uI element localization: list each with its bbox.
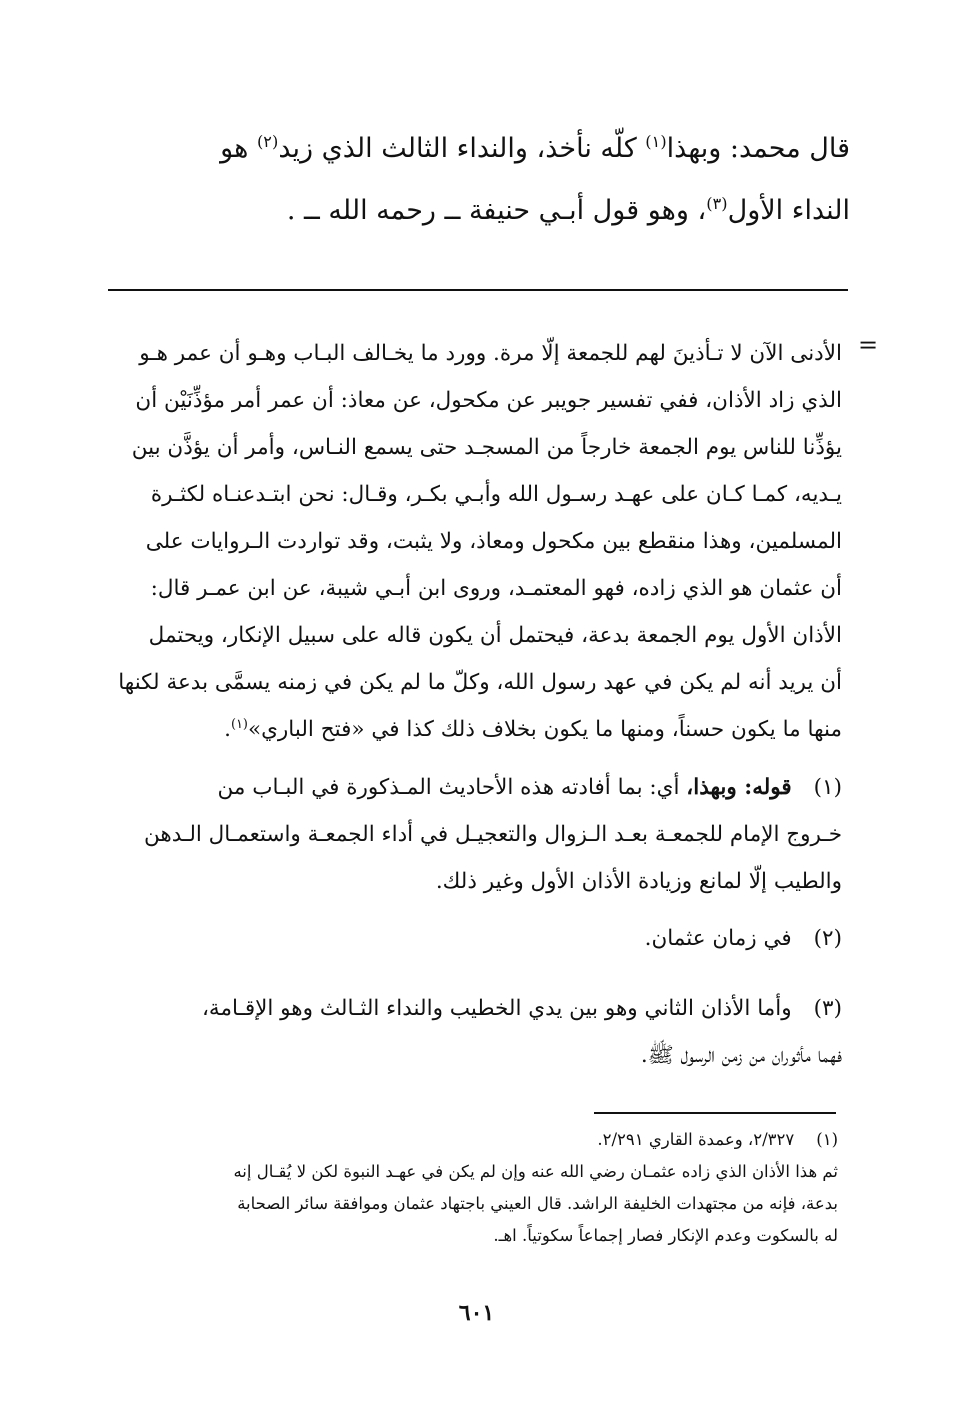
commentary-line: الأذان الأول يوم الجمعة بدعة، فيحتمل أن يكون قاله على سبيل الإنكار، ويحتمل: [148, 623, 842, 648]
note-2: [100, 915, 842, 962]
footnote-line-1: [110, 1124, 838, 1156]
commentary-line: المسلمين، وهذا منقطع بين مكحول ومعاذ، ولا يثبت، وقد تواردت الـروايات على: [145, 529, 842, 554]
footnote: [110, 1124, 838, 1252]
main-line-1-b: كلّه نأخذ، والنداء الثالث الذي زيد: [278, 133, 646, 164]
main-line-2: [105, 180, 850, 242]
page-number: ٦٠١: [458, 1300, 495, 1326]
note-3-text: وأما الأذان الثاني وهو بين يدي الخطيب والنداء الثـالث وهو الإقـامة،: [201, 996, 792, 1021]
commentary-line: الأدنى الآن لا تـأذينَ لهم للجمعة إلّا مرة. وورد ما يخـالف البـاب وهـو أن عمر هـو: [139, 341, 842, 366]
note-3-line-1: [100, 985, 842, 1032]
note-1-line-3: والطيب إلّا لمانع وزيادة الأذان الأول وغير ذلك.: [435, 869, 842, 894]
note-3-line-2: فهما مأثوران من زمن الرسول ﷺ.: [640, 1043, 842, 1068]
main-text: [105, 118, 850, 242]
commentary: [100, 330, 842, 753]
commentary-line-9-a: منها ما يكون حسناً، ومنها ما يكون بخلاف ذلك كذا في «فتح الباري»: [247, 717, 842, 742]
main-line-1-a: قال محمد: وبهذا: [666, 133, 850, 164]
commentary-line: أن يريد أنه لم يكن في عهد رسول الله، وكلّ ما لم يكن في زمنه يسمَّى بدعة لكنها: [118, 670, 842, 695]
footnote-ref-1: (١): [645, 132, 667, 151]
footnote-divider: [594, 1112, 836, 1114]
note-number: (١): [813, 775, 842, 800]
note-3: [100, 985, 842, 1079]
note-2-text: في زمان عثمان.: [644, 926, 792, 951]
footnote-ref-text: ٢/٣٢٧، وعمدة القاري ٢/٢٩١.: [597, 1130, 795, 1149]
footnote-line-2: ثم هذا الأذان الذي زاده عثمـان رضي الله عنه وإن لم يكن في عهـد النبوة لكن لا يُقـال إنه: [233, 1162, 838, 1181]
footnote-line-3: بدعة، فإنه من مجتهدات الخليفة الراشد. قال العيني باجتهاد عثمان وموافقة سائر الصحابة: [237, 1194, 838, 1213]
note-number: (٢): [813, 926, 842, 951]
footnote-ref-2: (٢): [256, 132, 279, 151]
footnote-ref-3: (٣): [706, 194, 728, 213]
commentary-line-9-b: .: [224, 717, 231, 742]
main-line-1: [105, 118, 850, 180]
commentary-line: [100, 706, 842, 753]
commentary-line: يـديه، كمـا كـان على عهـد رسـول الله وأبـي بكـر، وقـال: نحن ابتـدعنـاه لكثـرة: [150, 482, 842, 507]
note-1: [100, 764, 842, 905]
note-1-lead: قوله: وبهذا،: [686, 775, 792, 800]
commentary-line: الذي زاد الأذان، ففي تفسير جويبر عن مكحول، عن معاذ: أن عمر أمر مؤذِّنَيْن أن: [135, 388, 842, 413]
note-1-line-1: [100, 764, 842, 811]
commentary-line: أن عثمان هو الذي زاده، فهو المعتمـد، وروى ابن أبـي شيبة، عن ابن عمـر قال:: [150, 576, 842, 601]
note-1-line-2: خـروج الإمام للجمعـة بعـد الـزوال والتعجيـل في أداء الجمعـة واستعمـال الـدهن: [144, 822, 842, 847]
note-number: (٣): [813, 996, 842, 1021]
footnote-line-4: له بالسكوت وعدم الإنكار فصار إجماعاً سكوتياً. اهـ.: [493, 1226, 838, 1245]
continuation-marker: =: [858, 331, 879, 359]
commentary-line: يؤذِّنا للناس يوم الجمعة خارجاً من المسجـد حتى يسمع النـاس، وأمر أن يؤذَّن بين: [131, 435, 842, 460]
note-1-text: أي: بما أفادته هذه الأحاديث المـذكورة في البـاب من: [217, 775, 687, 800]
main-line-1-c: هو: [220, 133, 257, 164]
main-line-2-a: النداء الأول: [727, 195, 850, 226]
note-2-line-1: [100, 915, 842, 962]
footnote-ref-commentary: (١): [230, 716, 248, 732]
footnote-number: (١): [816, 1130, 838, 1149]
main-divider: [108, 289, 848, 291]
main-line-2-b: ، وهو قول أبـي حنيفة ــ رحمه الله ــ .: [286, 195, 707, 226]
